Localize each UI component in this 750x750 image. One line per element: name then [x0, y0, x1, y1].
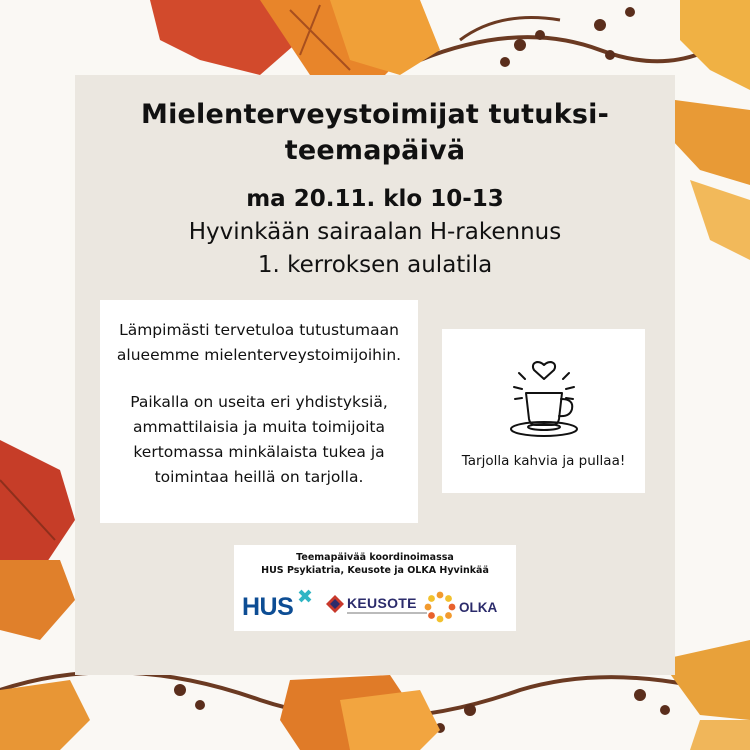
- hus-logo: [242, 589, 322, 625]
- keusote-subline: [347, 612, 427, 614]
- coordination-line-2: HUS Psykiatria, Keusote ja OLKA Hyvinkää: [261, 565, 489, 576]
- keusote-logo-text: KEUSOTE: [347, 595, 417, 611]
- hus-plus-icon: [298, 589, 312, 603]
- coordination-box: [234, 545, 516, 631]
- keusote-logo: [324, 591, 424, 623]
- welcome-paragraph-2: Paikalla on useita eri yhdistyksiä, ammattilaisia ja muita toimijoita kertomassa minkälaista tukea ja toimintaa heillä on tarjolla.: [130, 393, 388, 486]
- event-date-time: ma 20.11. klo 10-13: [246, 186, 504, 212]
- coffee-cup-icon: [494, 343, 594, 443]
- coordination-line-1: Teemapäivää koordinoimassa: [296, 552, 454, 563]
- content-panel: [75, 75, 675, 675]
- olka-ring-icon: [424, 591, 456, 623]
- offer-box: [442, 329, 645, 493]
- olka-logo-text: OLKA: [459, 600, 498, 615]
- hus-logo-text: HUS: [242, 593, 294, 621]
- welcome-box: [100, 300, 418, 523]
- olka-logo: [424, 591, 516, 625]
- event-location-line1: Hyvinkään sairaalan H-rakennus: [188, 219, 562, 245]
- welcome-paragraph-1: Lämpimästi tervetuloa tutustumaan alueemme mielenterveystoimijoihin.: [116, 321, 402, 364]
- event-info: [75, 183, 675, 282]
- offer-text: Tarjolla kahvia ja pullaa!: [461, 453, 626, 469]
- page-title: Mielenterveystoimijat tutuksi- teemapäivä: [141, 99, 609, 166]
- event-location-line2: 1. kerroksen aulatila: [257, 252, 493, 278]
- keusote-mark-icon: [326, 595, 344, 613]
- coordination-text: [234, 551, 516, 577]
